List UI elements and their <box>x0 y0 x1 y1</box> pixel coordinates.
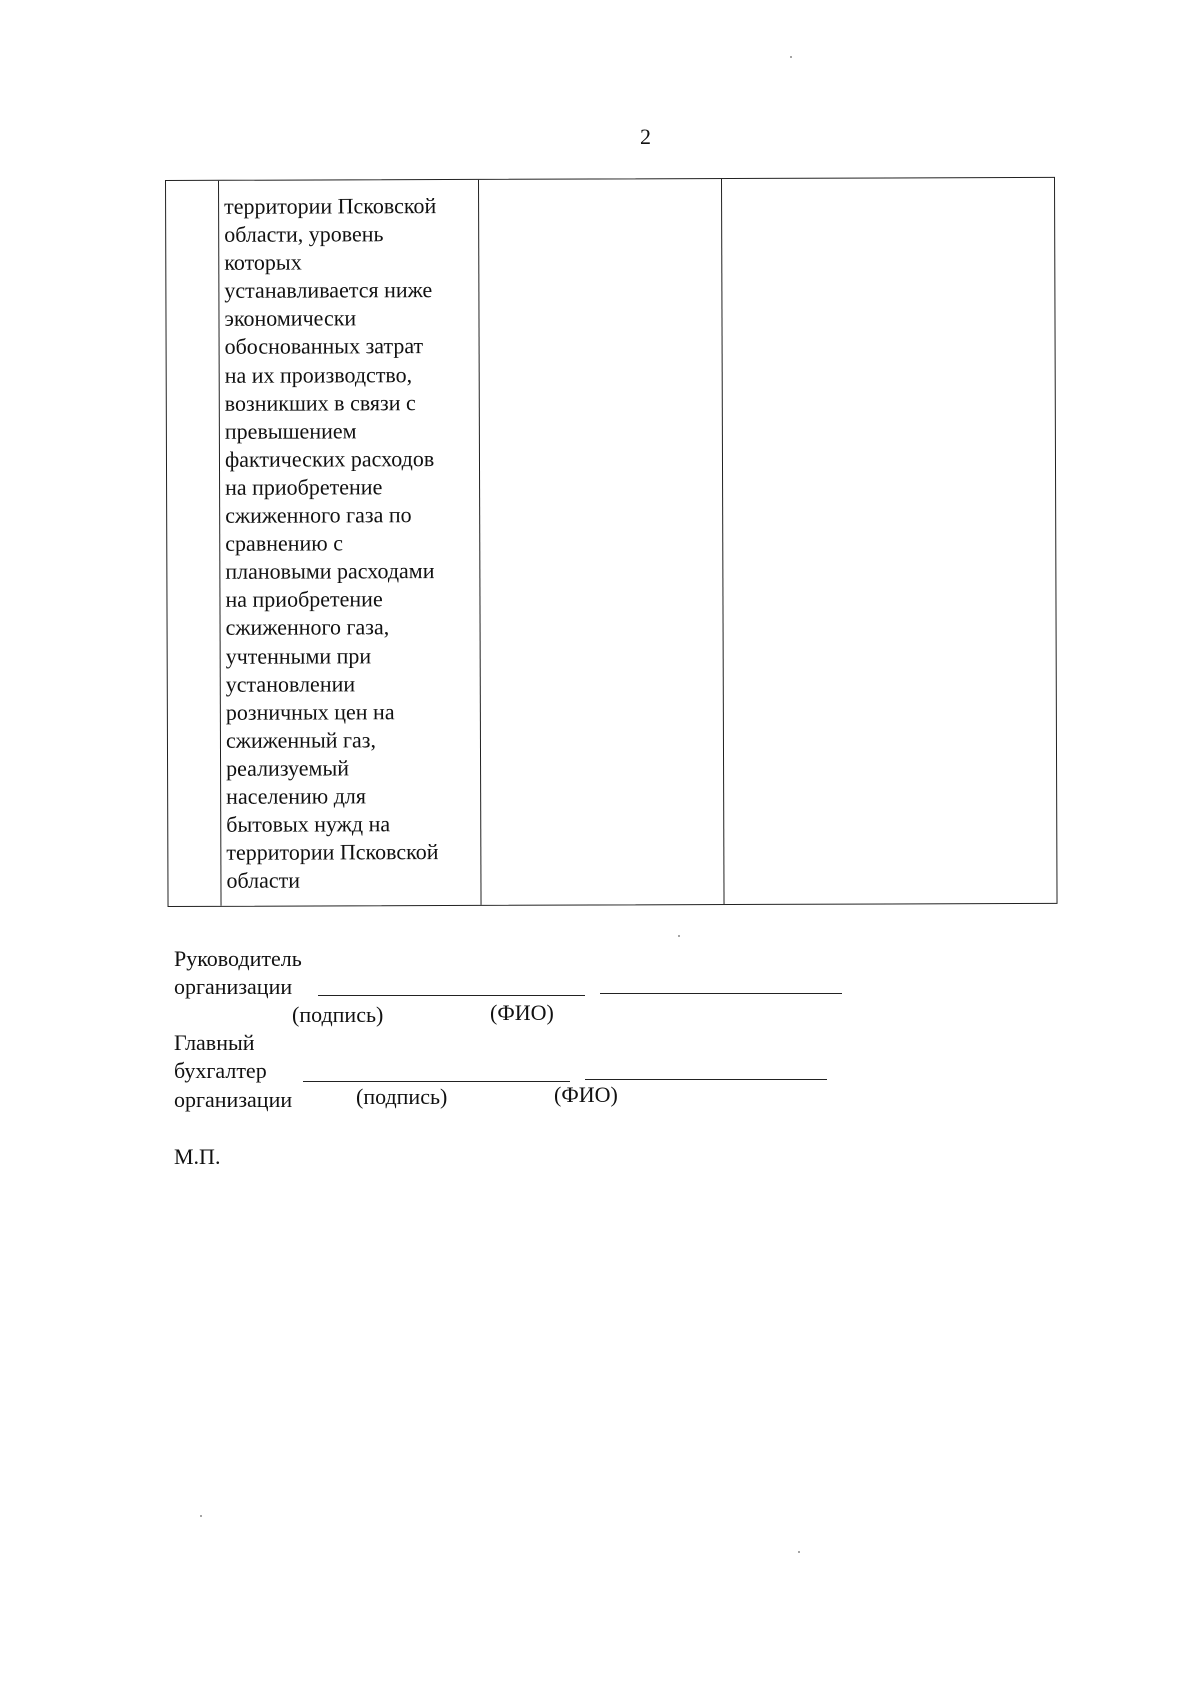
head-title-line2: организации <box>174 974 293 999</box>
accountant-title-line1: Главный <box>174 1030 255 1055</box>
stamp-place: М.П. <box>174 1144 221 1169</box>
accountant-signature-hint: (подпись) <box>356 1084 448 1109</box>
scan-speck <box>200 1515 202 1517</box>
accountant-title-line2: бухгалтер <box>174 1058 267 1083</box>
table-column-divider-3 <box>721 179 725 904</box>
head-title-line1: Руководитель <box>174 946 302 971</box>
accountant-signature-line[interactable] <box>303 1081 570 1082</box>
accountant-title-line3: организации <box>174 1087 293 1112</box>
head-signature-line[interactable] <box>318 995 585 996</box>
head-name-line[interactable] <box>600 993 842 994</box>
scan-speck <box>790 56 792 58</box>
accountant-name-line[interactable] <box>585 1079 827 1080</box>
accountant-name-hint: (ФИО) <box>554 1082 618 1107</box>
page-number: 2 <box>640 124 651 149</box>
head-name-hint: (ФИО) <box>490 1000 554 1025</box>
table-column-divider-1 <box>218 181 222 906</box>
data-table <box>165 177 1058 907</box>
head-signature-hint: (подпись) <box>292 1002 384 1027</box>
table-column-divider-2 <box>478 180 482 905</box>
scan-speck <box>798 1551 800 1553</box>
table-cell-description: территории Псковской области, уровень которых устанавливается ниже экономически обоснованных затрат на их производство, возникших в связи с превышением фактических расходов на приобретение сжиженного газа по сравнению с плановыми расходами на приобретение сжиженного газа, учтенными при установлении розничных цен на сжиженный газ, реализуемый населению для бытовых нужд на территории Псковской области <box>224 193 439 894</box>
scan-speck <box>678 935 680 937</box>
